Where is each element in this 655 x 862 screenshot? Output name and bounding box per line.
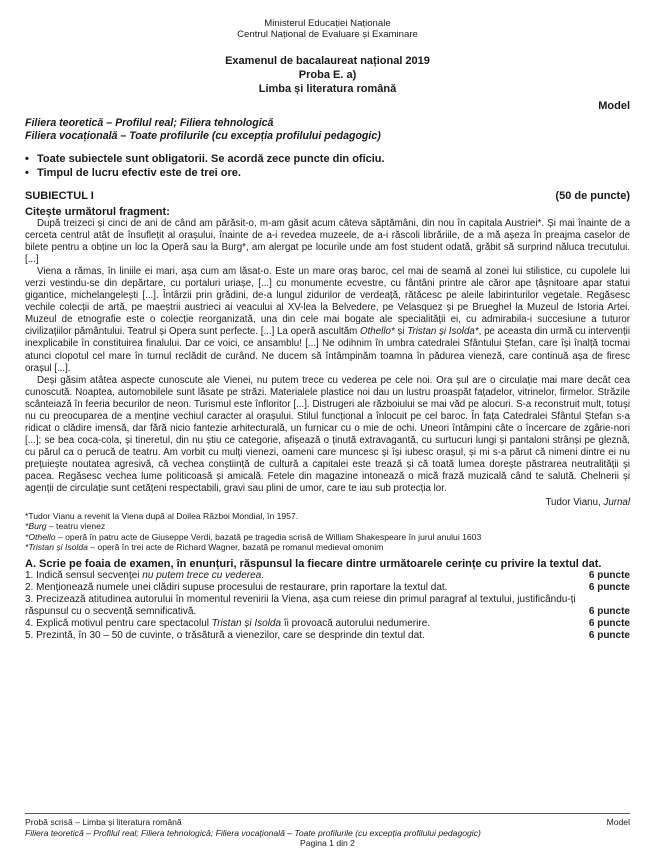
paragraph-2-conjunction: și: [394, 326, 408, 338]
questions-list: [25, 570, 630, 642]
fragment-source: [25, 496, 630, 509]
ministry-name: Ministerul Educației Naționale: [264, 18, 391, 29]
question-text: [25, 630, 589, 642]
question-item: [25, 630, 630, 642]
footer-right: Model: [606, 817, 630, 827]
question-text-part: 3. Precizează atitudinea autorului în momentul revenirii la Viena, așa cum reiese din primul paragraf al textului, justificându-ți răspunsul cu o secvență semnificativă.: [25, 594, 576, 618]
question-text-part: 1. Indică sensul secvenței: [25, 570, 143, 582]
question-text-part: 5. Prezintă, în 30 – 50 de cuvinte, o trăsătură a vienezilor, care se desprinde din textul dat.: [25, 630, 425, 642]
question-quote: Tristan și Isolda: [211, 618, 282, 630]
exam-title: Examenul de bacalaureat național 2019: [225, 55, 430, 67]
question-item: [25, 570, 630, 582]
fragment-paragraph-3: Deși găsim atâtea aspecte cunoscute ale Vienei, nu putem trece cu vederea pe cele noi. Ora șul are o circulație mai mare decât cea cunoscută. Noaptea, automobilele sunt lăsate pe străzi. Materialele plastice noi dau un lustru proaspăt fațadelor, vitrinelor, firmelor. Străzile scânteiază în feeria becurilor de neon. Turismul este înfloritor [...]. Distrugeri ale războiului se mai văd pe alocuri. S-a reconstruit mult, totuși nu cu preocuparea de a menține vechiul caracter al orașului. Stilul funcțional a înlocuit pe cel baroc. În fața Catedralei Sfântul Ștefan s-a ridicat o clădire imensă, dar fără nicio fantezie arhitecturală, un furnicar cu o mie de ochi. Uneori întâmpini câte o încercare de zgârie-nori [...]; se bea coca-cola, și tineretul, din nu știu ce categorie, afișează o ținută extravagantă, cu surtucuri lungi și pantaloni strânși pe gleznă, cu părul ca o perucă de teatru. Am vorbit cu mulți vienezi, oameni care muncesc și își iubesc orașul, și mi s-a părut că nimeni dintre ei nu prețuiește noutatea agresivă, că vechea conștiință de cultură a capitalei este trează și că toată lumea dorește păstrarea neutralității și pacea. Regăsesc vechea lume politicoasă și amicală. Fetele din magazine intonează o mică frază muzicală când te salută. Chelnerii și agenții de circulație sunt cetățeni respectabili, gravi sau plini de umor, care te iau sub protecția lor.: [25, 374, 630, 495]
othello-title: Othello*: [360, 326, 395, 338]
filiera-block: [25, 117, 630, 142]
read-instruction: Citește următorul fragment:: [25, 206, 170, 218]
question-points: 6 puncte: [588, 618, 630, 630]
author-name: Tudor Vianu,: [545, 497, 604, 509]
footer-row: [25, 817, 630, 828]
footnote-term: *Tristan și Isolda: [25, 542, 88, 553]
exam-title-block: [25, 54, 630, 96]
footnote-text: – teatru vienez: [46, 521, 106, 532]
question-item: [25, 618, 630, 630]
subject-heading: [25, 190, 630, 202]
question-points: 6 puncte: [588, 582, 630, 594]
subject-title: SUBIECTUL I: [25, 190, 94, 202]
question-points: 6 puncte: [588, 570, 630, 582]
rule-item: • Timpul de lucru efectiv este de trei ore.: [25, 166, 630, 180]
question-text-part: .: [261, 570, 265, 582]
footer-left: Probă scrisă – Limba și literatura română: [25, 817, 182, 827]
center-name: Centrul Național de Evaluare și Examinare: [237, 29, 418, 40]
footnote: [25, 511, 630, 521]
question-text: [25, 570, 589, 582]
footnote: [25, 542, 630, 552]
question-item: [25, 582, 630, 594]
subject-points: (50 de puncte): [555, 190, 630, 202]
footnote: [25, 521, 630, 531]
exam-subject: Limba și literatura română: [258, 83, 397, 95]
model-label: Model: [598, 100, 630, 112]
footnote-text: – operă în patru acte de Giuseppe Verdi, bazată pe tragedia scrisă de William Shakespeare în jurul anului 1603: [55, 531, 482, 542]
fragment-text: [25, 218, 630, 495]
footnote-term: *Othello: [25, 531, 56, 542]
paragraph-2-rest: , pe aceasta din urmă cu intervenții inexplicabile în constituirea finalului. Dar ce voici, ce ansamblu! [...] Ne odihnim în umbra catedralei Sfântului Ștefan, care își înalță tocmai atunci clopotul cel mare în turnul reclădit de curând. Ne ducem să întâmpinăm toamna în pădurea vieneză, care continuă așa de firesc orașul [...].: [25, 326, 630, 374]
rule-item: • Toate subiectele sunt obligatorii. Se acordă zece puncte din oficiu.: [25, 152, 630, 166]
filiera-line-1: Filiera teoretică – Profilul real; Filiera tehnologică: [25, 117, 274, 129]
question-text-part: îi provoacă autorului nedumerire.: [281, 618, 431, 630]
page-header: [25, 18, 630, 40]
footnote: [25, 532, 630, 542]
question-text-part: 2. Menționează numele unei clădiri supuse procesului de restaurare, prin raportare la textul dat.: [25, 582, 448, 594]
fragment-paragraph-1: După treizeci și cinci de ani de când am părăsit-o, m-am găsit acum câteva săptămâni, din nou în capitala Austriei*. Și mai înainte de a cerceta centrul atât de însuflețit al orașului, înainte de a-i revedea muzeele, de a-i răscoli librăriile, de a mă așeza în preajma caselor de bilete pentru a obține un loc la Operă sau la Burg*, am alergat pe locurile unde am fost student odată, grăbit să surprind năluca trecutului. [...]: [25, 218, 630, 266]
paragraph-2-text: Viena a rămas, în liniile ei mari, așa cum am lăsat-o. Este un mare oraș baroc, cel mai de seamă al zonei lui stilistice, cu cupolele lui verzi vestindu-se din depărtare, cu portaluri uriașe, [...] cu monumente ecvestre, cu fântâni printre ale căror ape țâșnitoare apar statui gigantice, michelangelești [...]. Întârzii prin grădini, de-a lungul zidurilor de verdeață, rătăcesc pe aleile labirinturilor vegetale. Regăsesc vechile colecții de artă, pe maeștrii austrieci ai veacului al XV-lea la Belvedere, pe Velasquez și pe Brueghel la Muzeul de Istoria Artei. Muzeul de etnografie este o colecție reorganizată, una din cele mai bogate ale specialității ei, cu admirabila-i succesiune a tuturor civilizațiilor pământului. Teatrul și Opera sunt perfecte. [...] La operă ascultăm: [25, 266, 630, 338]
question-points: 6 puncte: [588, 606, 630, 618]
question-quote: nu putem trece cu vederea: [142, 570, 262, 582]
fragment-paragraph-2: [25, 266, 630, 374]
section-a-title: A. Scrie pe foaia de examen, în enunțuri, răspunsul la fiecare dintre următoarele cerințe cu privire la textul dat.: [25, 557, 602, 570]
question-text: [25, 618, 589, 630]
question-points: 6 puncte: [588, 630, 630, 642]
exam-rules: [25, 152, 630, 180]
question-item: [25, 594, 630, 618]
footer-filiera-text: Filiera teoretică – Profilul real; Filiera tehnologică; Filiera vocațională – Toate profilurile (cu excepția profilului pedagogic): [25, 827, 481, 838]
footnote-text: – operă în trei acte de Richard Wagner, bazată pe romanul medieval omonim: [87, 542, 384, 553]
work-title: Jurnal: [603, 497, 630, 509]
question-text: [25, 582, 589, 594]
exam-proba: Proba E. a): [298, 69, 357, 81]
footer-filiera: [25, 828, 630, 839]
page-number: Pagina 1 din 2: [300, 838, 355, 848]
question-text: [25, 594, 589, 618]
footnotes: [25, 511, 630, 553]
footnote-term: *Burg: [25, 521, 47, 532]
page-footer: [25, 813, 630, 849]
footnote-text: *Tudor Vianu a revenit la Viena după al Doilea Război Mondial, în 1957.: [25, 511, 299, 522]
tristan-title: Tristan și Isolda*: [407, 326, 479, 338]
question-text-part: 4. Explică motivul pentru care spectacolul: [25, 618, 212, 630]
filiera-line-2: Filiera vocațională – Toate profilurile (cu excepția profilului pedagogic): [25, 129, 381, 142]
